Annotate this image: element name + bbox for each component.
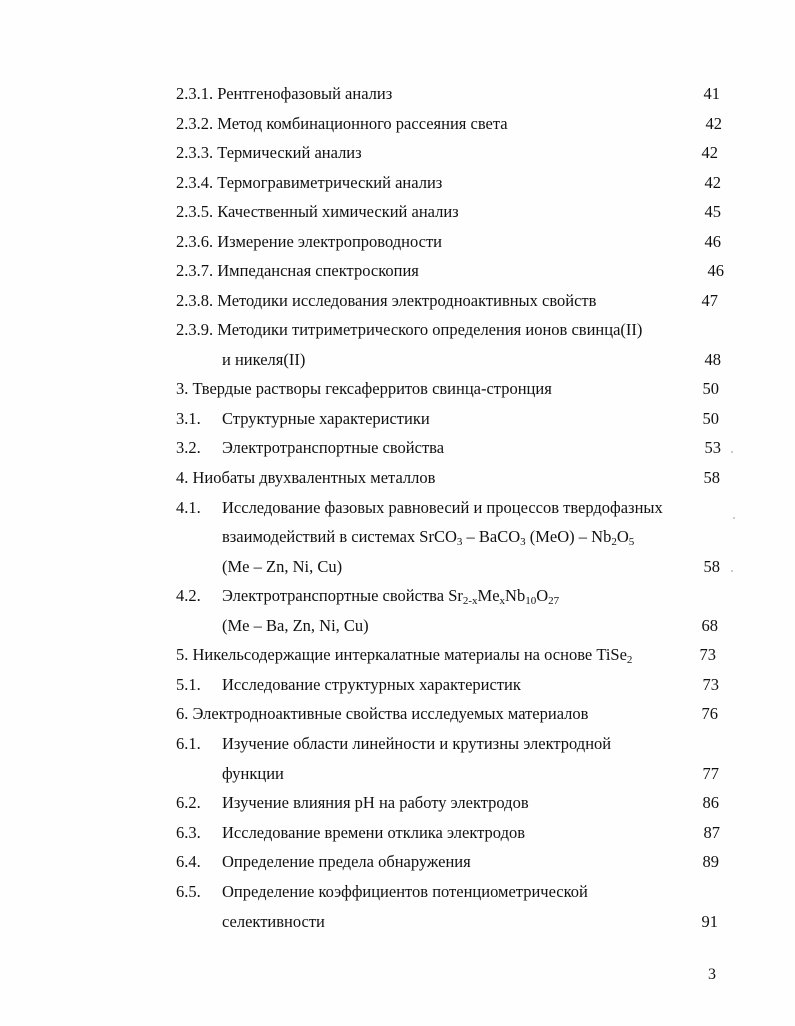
toc-entry-2-3-7 [176,260,419,282]
entry-page: 87 [703,823,720,842]
entry-number: 2.3.1. [176,84,214,103]
toc-entry-4 [176,467,435,489]
entry-number: 2.3.2. [176,114,214,133]
entry-page: 42 [701,143,718,162]
toc-entry-2-3-5 [176,201,459,223]
scan-speck [731,570,733,572]
entry-page: 89 [702,852,719,871]
entry-title-continuation: функции [222,764,284,783]
entry-title: Исследование фазовых равновесий и процессов твердофазных [222,498,663,517]
toc-entry-2-3-8 [176,290,596,312]
entry-page: 86 [702,793,719,812]
entry-number: 2.3.6. [176,232,214,251]
entry-number: 2.3.5. [176,202,214,221]
entry-page: 73 [702,675,719,694]
entry-number: 2.3.7. [176,261,214,280]
entry-page: 42 [705,114,722,133]
entry-page: 45 [704,202,721,221]
toc-entry-2-3-2 [176,113,508,135]
entry-page: 91 [701,912,718,931]
toc-entry-4-2: 4.2. Электротранспортные свойства $Sr_{2-x}Me_xNb_{10}O_{27}$ [176,586,560,607]
entry-title: Измерение электропроводности [217,232,442,251]
entry-number: 2.3.8. [176,291,214,310]
entry-page: 47 [701,291,718,310]
entry-page: 58 [703,468,720,487]
toc-entry-6-1 [176,733,611,755]
entry-number: 4.2. [176,586,201,605]
entry-page: 73 [699,645,716,664]
entry-title: Методики исследования электродноактивных свойств [217,291,597,310]
entry-title: Метод комбинационного рассеяния света [217,114,508,133]
toc-entry-5: 5. Никельсодержащие интеркалатные материалы на основе TiSe$_2$ [176,645,633,666]
entry-number: 5.1. [176,675,201,694]
entry-number: 3.1. [176,409,201,428]
toc-entry-2-3-6 [176,231,442,253]
entry-page: 50 [702,409,719,428]
toc-entry-3-2 [176,437,444,459]
entry-title: Ниобаты двухвалентных металлов [192,468,436,487]
entry-title: Термический анализ [217,143,362,162]
entry-number: 6.1. [176,734,201,753]
toc-entry-2-3-4 [176,172,442,194]
toc-entry-6-5 [176,881,588,903]
scan-speck [733,517,735,519]
toc-entry-6 [176,703,588,725]
toc-entry-6-2 [176,792,529,814]
entry-title: Рентгенофазовый анализ [217,84,393,103]
entry-title: Качественный химический анализ [217,202,459,221]
entry-title: Определение коэффициентов потенциометрической [222,882,588,901]
entry-page: 68 [701,616,718,635]
page-number: 3 [708,966,716,983]
entry-title-continuation: и никеля(II) [222,350,306,369]
entry-title-continuation: (Me – Zn, Ni, Cu) [222,557,343,576]
toc-entry-5-1 [176,674,521,696]
toc-entry-6-4 [176,851,471,873]
toc-entry-3 [176,378,552,400]
entry-number: 2.3.3. [176,143,214,162]
entry-title: Термогравиметрический анализ [217,173,443,192]
entry-title: Определение предела обнаружения [222,852,471,871]
entry-title-continuation: (Me – Ba, Zn, Ni, Cu) [222,616,369,635]
entry-number: 6.5. [176,882,201,901]
entry-number: 2.3.4. [176,173,214,192]
toc-entry-2-3-1 [176,83,392,105]
entry-number: 4. [176,468,189,487]
entry-page: 53 [704,438,721,457]
entry-number: 6.2. [176,793,201,812]
entry-page: 48 [704,350,721,369]
entry-title-continuation: селективности [222,912,325,931]
entry-number: 6. [176,704,189,723]
entry-title: Исследование времени отклика электродов [222,823,526,842]
entry-page: 77 [702,764,719,783]
entry-number: 6.4. [176,852,201,871]
toc-entry-4-1 [176,497,663,519]
entry-title: Твердые растворы гексаферритов свинца-стронция [192,379,552,398]
toc-entry-6-3 [176,822,525,844]
entry-title: Изучение области линейности и крутизны электродной [222,734,612,753]
entry-page: 46 [704,232,721,251]
entry-number: 4.1. [176,498,201,517]
entry-number: 3.2. [176,438,201,457]
entry-number: 6.3. [176,823,201,842]
toc-entry-2-3-9 [176,319,642,341]
entry-title: Исследование структурных характеристик [222,675,521,694]
entry-page: 50 [702,379,719,398]
entry-page: 58 [703,557,720,576]
entry-title: Изучение влияния pH на работу электродов [222,793,529,812]
entry-number: 2.3.9. [176,320,214,339]
toc-entry-2-3-3 [176,142,362,164]
entry-page: 76 [701,704,718,723]
entry-page: 42 [704,173,721,192]
entry-title: Электротранспортные свойства [222,438,445,457]
entry-number: 5. [176,645,189,664]
entry-title: Структурные характеристики [222,409,430,428]
entry-page: 46 [707,261,724,280]
scan-speck [731,451,733,453]
entry-number: 3. [176,379,189,398]
entry-title: Импедансная спектроскопия [217,261,419,280]
entry-page: 41 [703,84,720,103]
entry-title-continuation: взаимодействий в системах SrCO$_3$ – BaCO$_3$ $(MeO) - Nb_2O_5$ [222,527,635,548]
entry-title: Электродноактивные свойства исследуемых материалов [192,704,589,723]
entry-title: Методики титриметрического определения ионов свинца(II) [217,320,643,339]
toc-entry-3-1 [176,408,430,430]
